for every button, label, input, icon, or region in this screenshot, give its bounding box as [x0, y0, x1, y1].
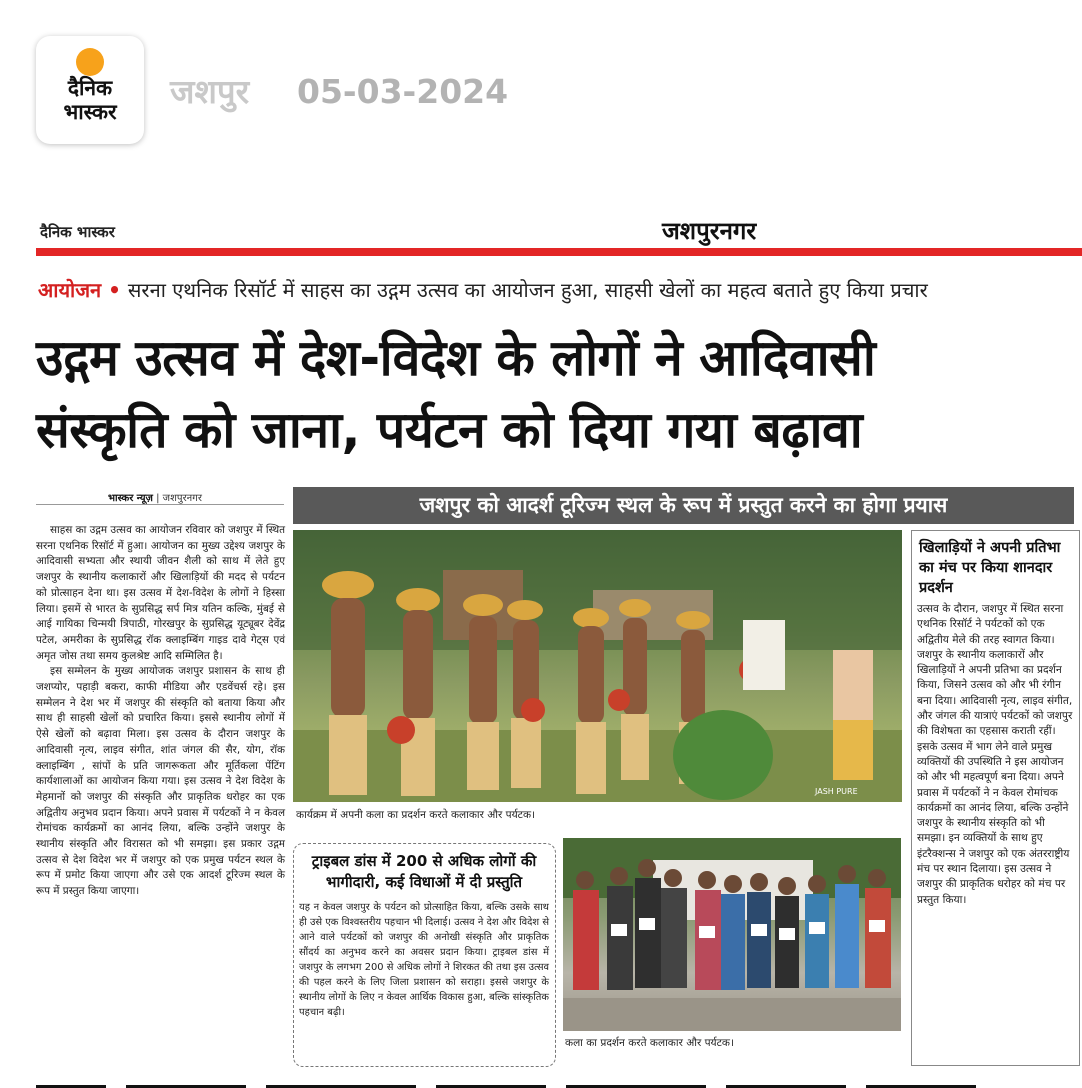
tribal-dance-illustration [293, 530, 902, 802]
byline-city: जशपुरनगर [162, 493, 202, 504]
headline-line1: उद्गम उत्सव में देश-विदेश के लोगों ने आदिवासी [36, 329, 876, 387]
right-column-heading: खिलाड़ियों ने अपनी प्रतिभा का मंच पर किया शानदार प्रदर्शन [919, 540, 1061, 596]
headline-line2: संस्कृति को जाना, पर्यटन को दिया गया बढ़ावा [36, 401, 863, 459]
byline: भास्कर न्यूज़ | जशपुरनगर [108, 493, 202, 504]
newspaper-brand: दैनिक भास्कर [40, 223, 115, 241]
kicker-bullet-icon: • [101, 278, 128, 302]
photo1-caption: कार्यक्रम में अपनी कला का प्रदर्शन करते कलाकार और पर्यटक। [296, 809, 536, 821]
kicker-label: आयोजन [38, 278, 102, 302]
byline-source: भास्कर न्यूज़ [108, 493, 153, 504]
left-paragraph-2: इस सम्मेलन के मुख्य आयोजक जशपुर प्रशासन के साथ ही जशप्योर, पहाड़ी बकरा, काफी मीडिया और एडवेंचर्स रहे। इस सम्मेलन ने देश भर में जशपुर की संस्कृति को बताया किया और साथ ही साहसी खेलों को प्रचारित किया। इससे स्थानीय लोगों में ऐसे खेलों को बढ़ावा मिला। इस उत्सव के दौरान जशपुर के आदिवासी नृत्य, लाइव संगीत, शांत जंगल की सैर, योग, रॉक क्लाइम्बिंग , सांपों के प्रति जागरूकता और मूर्तिकला पेंटिंग कार्यशालाओं का आयोजन किया गया। इस उत्सव ने देश विदेश के मेहमानों को जशपुर की संस्कृति और प्राकृतिक धरोहर का एक अद्वितीय अनुभव प्रदान किया। अपने प्रवास में पर्यटकों ने न केवल रोमांचक कार्यक्रमों का आनंद लिया, बल्कि उन्होंने जशपुर के स्थानीय संस्कृति और विरासत को भी समझा। इस प्रकार उद्गम उत्सव से देश विदेश भर में जशपुर को एक प्रमुख पर्यटन स्थल के रूप में प्रमोट किया जाएगा और उसे एक आदर्श टूरिज्म स्थल के रूप में प्रस्तुत किया जाएगा। [36, 665, 285, 898]
group-photo-illustration [563, 838, 901, 1031]
edition-date: 05-03-2024 [297, 72, 509, 111]
tribal-dance-heading: ट्राइबल डांस में 200 से अधिक लोगों की भागीदारी, कई विधाओं में दी प्रस्तुति [311, 852, 537, 891]
subheader-bar: जशपुर को आदर्श टूरिज्म स्थल के रूप में प्रस्तुत करने का होगा प्रयास [293, 487, 1074, 524]
left-column-article [36, 523, 285, 900]
tribal-dance-photo[interactable] [293, 530, 902, 802]
kicker-line [38, 276, 928, 303]
red-divider [36, 248, 1082, 256]
cutoff-headline-strokes [36, 1083, 986, 1088]
kicker-text: सरना एथनिक रिसॉर्ट में साहस का उद्गम उत्सव का आयोजन हुआ, साहसी खेलों का महत्व बताते हुए किया प्रचार [127, 278, 928, 302]
left-paragraph-1: साहस का उद्गम उत्सव का आयोजन रविवार को जशपुर में स्थित सरना एथनिक रिसॉर्ट में हुआ। आयोजन का मुख्य उद्देश्य जशपुर के आदिवासी सभ्यता और स्थायी जीवन शैली को साथ में लेते हुए जशपुर के स्थानीय कलाकारों और खिलाड़ियों की मदद से पर्यटन को प्रोत्साहन देना था। इस उत्सव में देश-विदेश के लोगों ने हिस्सा लिया। इसमें से भारत के सुप्रसिद्ध सर्प मित्र यतिन कल्कि, मुंबई से आई गायिका चिन्मयी त्रिपाठी, गोरखपुर के सुप्रसिद्ध यूट्यूबर देवेंद्र पटेल, अमरीका के सुप्रसिद्ध रॉक क्लाइम्बिंग गाइड दावे गेट्स एवं अमृत जोस तथा समय कुलश्रेष्ट आदि सम्मिलित है। [36, 524, 285, 662]
photo-watermark: JASH PURE [815, 787, 858, 796]
tribal-dance-text: यह न केवल जशपुर के पर्यटन को प्रोत्साहित किया, बल्कि उसके साथ ही उसे एक विश्वस्तरीय पहचान भी दिलाई। उत्सव ने देश और विदेश से आने वाले पर्यटकों को जशपुर की अनोखी संस्कृति और प्राकृतिक सौंदर्य का अनुभव करने का अवसर प्रदान किया। ट्राइबल डांस में जशपुर के लगभग 200 से अधिक लोगों ने शिरकत की तथा इस उत्सव की पहल करने के लिए जिला प्रशासन को सराहा। इससे जशपुर के स्थानीय लोगों के लिए न केवल आर्थिक विकास हुआ, बल्कि सांस्कृतिक पहचान बढ़ी। [299, 902, 549, 1018]
logo-text-line2: भास्कर [63, 100, 117, 124]
edition-city: जशपुर [170, 72, 250, 111]
dainik-bhaskar-logo[interactable] [36, 36, 144, 144]
group-certificate-photo[interactable] [563, 838, 901, 1031]
next-article-cutoff [36, 1078, 986, 1088]
right-column-text: उत्सव के दौरान, जशपुर में स्थित सरना एथनिक रिसॉर्ट ने पर्यटकों को एक अद्वितीय मेले की तरह स्वागत किया। जशपुर के स्थानीय कलाकारों और खिलाड़ियों ने अपनी प्रतिभा का प्रदर्शन किया, जिसने उत्सव को और भी रंगीन बना दिया। आदिवासी नृत्य, लाइव संगीत, और जंगल की यात्राएं पर्यटकों को जशपुर की विशेषता का एहसास कराती रहीं। इसके उत्सव में भाग लेने वाले प्रमुख व्यक्तियों की उपस्थिति ने इस आयोजन को और भी महत्वपूर्ण बना दिया। अपने प्रवास में पर्यटकों ने न केवल रोमांचक कार्यक्रमों का आनंद लिया, बल्कि उन्होंने जशपुर के स्थानीय संस्कृति को भी समझा। इन व्यक्तियों के साथ हुए इंटरैक्शन्स ने जशपुर को एक अंतरराष्ट्रीय मंच पर स्थान दिलाया। इस उत्सव ने जशपुर की प्राकृतिक धरोहर को मंच पर प्रस्तुत किया। [917, 603, 1073, 906]
logo-sun-icon [76, 48, 104, 76]
byline-rule [36, 504, 284, 505]
logo-text-line1: दैनिक [67, 76, 113, 100]
section-city: जशपुरनगर [662, 217, 757, 245]
photo2-caption: कला का प्रदर्शन करते कलाकार और पर्यटक। [565, 1037, 734, 1049]
